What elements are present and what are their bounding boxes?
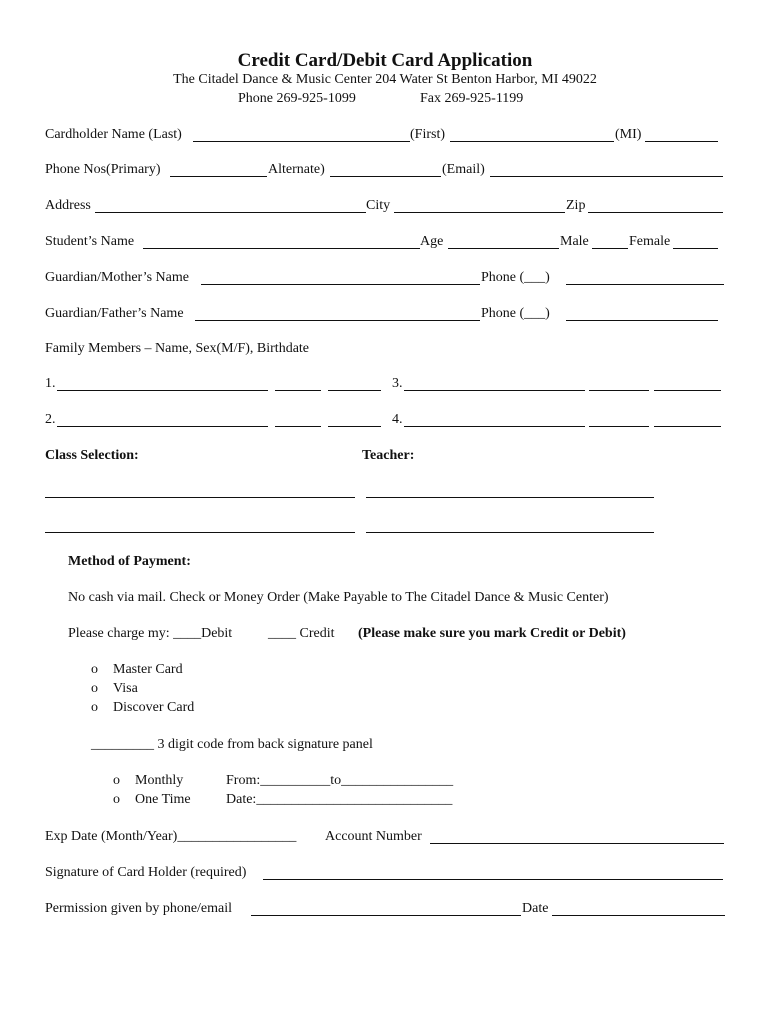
teacher-field-2[interactable]	[366, 532, 654, 533]
family-3-label: 3.	[392, 376, 403, 391]
card-option-visa[interactable]: o Visa	[91, 681, 138, 696]
radio-bullet-icon: o	[91, 662, 98, 677]
female-field[interactable]	[673, 248, 718, 249]
account-number-label: Account Number	[325, 829, 422, 844]
cardholder-last-field[interactable]	[193, 141, 410, 142]
account-number-field[interactable]	[430, 843, 724, 844]
please-charge-debit[interactable]: Please charge my: ____Debit	[68, 626, 233, 641]
method-of-payment-heading: Method of Payment:	[68, 554, 191, 569]
email-field[interactable]	[490, 176, 723, 177]
security-code-field[interactable]: _________ 3 digit code from back signature panel	[91, 737, 373, 752]
zip-field[interactable]	[588, 212, 723, 213]
phone-alternate-label: Alternate)	[268, 162, 325, 177]
radio-bullet-icon: o	[91, 700, 98, 715]
permission-date-label: Date	[522, 901, 549, 916]
age-label: Age	[420, 234, 444, 249]
teacher-field-1[interactable]	[366, 497, 654, 498]
cardholder-mi-field[interactable]	[645, 141, 718, 142]
age-field[interactable]	[448, 248, 559, 249]
father-phone-label: Phone (___)	[481, 306, 550, 321]
org-address: The Citadel Dance & Music Center 204 Water St Benton Harbor, MI 49022	[173, 72, 597, 87]
father-phone-field[interactable]	[566, 320, 718, 321]
signature-label: Signature of Card Holder (required)	[45, 865, 247, 880]
address-field[interactable]	[95, 212, 366, 213]
class-selection-heading: Class Selection:	[45, 448, 139, 463]
zip-label: Zip	[566, 198, 586, 213]
charge-credit[interactable]: ____ Credit	[268, 626, 335, 641]
family-1-label: 1.	[45, 376, 56, 391]
class-field-2[interactable]	[45, 532, 355, 533]
family-2-sex-field[interactable]	[275, 426, 321, 427]
card-option-discover[interactable]: o Discover Card	[91, 700, 195, 715]
cardholder-first-field[interactable]	[450, 141, 614, 142]
student-name-field[interactable]	[143, 248, 420, 249]
permission-label: Permission given by phone/email	[45, 901, 233, 916]
family-members-label: Family Members – Name, Sex(M/F), Birthdate	[45, 341, 310, 356]
phone-primary-field[interactable]	[170, 176, 267, 177]
address-label: Address	[45, 198, 91, 213]
student-name-label: Student’s Name	[45, 234, 135, 249]
phone-alternate-field[interactable]	[330, 176, 441, 177]
org-fax: Fax 269-925-1199	[420, 91, 524, 106]
signature-field[interactable]	[263, 879, 723, 880]
family-2-name-field[interactable]	[57, 426, 268, 427]
org-phone: Phone 269-925-1099	[238, 91, 356, 106]
family-1-sex-field[interactable]	[275, 390, 321, 391]
family-3-name-field[interactable]	[404, 390, 585, 391]
family-3-sex-field[interactable]	[589, 390, 649, 391]
cardholder-last-label: Cardholder Name (Last)	[45, 127, 182, 142]
male-label: Male	[560, 234, 589, 249]
cardholder-first-label: (First)	[410, 127, 445, 142]
form-title: Credit Card/Debit Card Application	[237, 50, 533, 71]
family-4-name-field[interactable]	[404, 426, 585, 427]
teacher-heading: Teacher:	[362, 448, 415, 463]
mother-phone-field[interactable]	[566, 284, 724, 285]
frequency-monthly[interactable]: o Monthly	[113, 773, 184, 788]
female-label: Female	[629, 234, 671, 249]
city-field[interactable]	[394, 212, 565, 213]
email-label: (Email)	[442, 162, 485, 177]
guardian-father-label: Guardian/Father’s Name	[45, 306, 184, 321]
exp-date-field[interactable]: Exp Date (Month/Year)_________________	[45, 829, 297, 844]
family-2-label: 2.	[45, 412, 56, 427]
one-time-date-field[interactable]: Date:____________________________	[226, 792, 453, 807]
family-4-birthdate-field[interactable]	[654, 426, 721, 427]
mark-credit-debit-note: (Please make sure you mark Credit or Debit)	[358, 626, 626, 641]
family-1-birthdate-field[interactable]	[328, 390, 381, 391]
card-option-mastercard[interactable]: o Master Card	[91, 662, 183, 677]
radio-bullet-icon: o	[113, 773, 120, 788]
family-4-label: 4.	[392, 412, 403, 427]
phone-primary-label: Phone Nos(Primary)	[45, 162, 161, 177]
permission-field[interactable]	[251, 915, 521, 916]
family-2-birthdate-field[interactable]	[328, 426, 381, 427]
radio-bullet-icon: o	[91, 681, 98, 696]
monthly-date-range-field[interactable]: From:__________to________________	[226, 773, 454, 788]
family-1-name-field[interactable]	[57, 390, 268, 391]
family-3-birthdate-field[interactable]	[654, 390, 721, 391]
radio-bullet-icon: o	[113, 792, 120, 807]
guardian-father-field[interactable]	[195, 320, 480, 321]
frequency-one-time[interactable]: o One Time	[113, 792, 191, 807]
no-cash-note: No cash via mail. Check or Money Order (Make Payable to The Citadel Dance & Music Center)	[68, 590, 609, 605]
cardholder-mi-label: (MI)	[615, 127, 642, 142]
guardian-mother-field[interactable]	[201, 284, 480, 285]
city-label: City	[366, 198, 391, 213]
guardian-mother-label: Guardian/Mother’s Name	[45, 270, 189, 285]
class-field-1[interactable]	[45, 497, 355, 498]
male-field[interactable]	[592, 248, 628, 249]
family-4-sex-field[interactable]	[589, 426, 649, 427]
mother-phone-label: Phone (___)	[481, 270, 550, 285]
permission-date-field[interactable]	[552, 915, 725, 916]
